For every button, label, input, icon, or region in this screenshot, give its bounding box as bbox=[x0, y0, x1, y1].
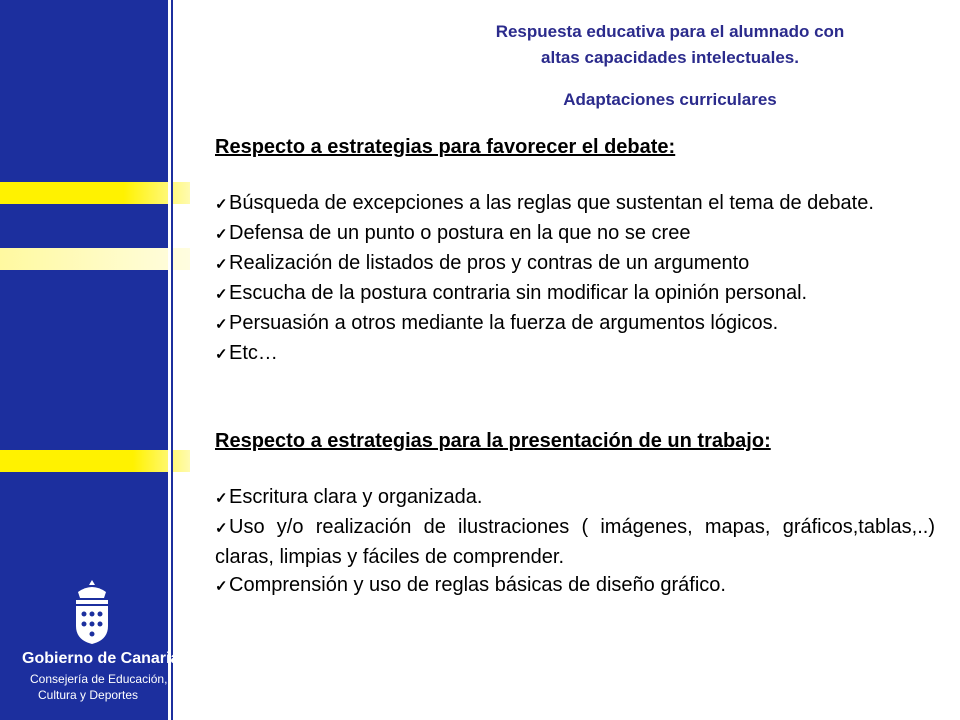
section-debate bbox=[215, 133, 935, 369]
checkmark-icon: ✓ bbox=[215, 286, 228, 303]
list-item: ✓Comprensión y uso de reglas básicas de diseño gráfico. bbox=[215, 571, 935, 601]
header-subtitle: Adaptaciones curriculares bbox=[563, 90, 777, 109]
list-item: ✓Uso y/o realización de ilustraciones ( imágenes, mapas, gráficos,tablas,..) claras, limpias y fáciles de comprender. bbox=[215, 516, 935, 568]
list-item: ✓Búsqueda de excepciones a las reglas que sustentan el tema de debate. bbox=[215, 189, 935, 219]
checkmark-icon: ✓ bbox=[215, 346, 228, 363]
checkmark-icon: ✓ bbox=[215, 256, 228, 273]
header-title-line2: altas capacidades intelectuales. bbox=[541, 48, 799, 67]
blue-panel-top bbox=[0, 0, 168, 182]
org-name: Gobierno de Canarias bbox=[22, 650, 189, 667]
checkmark-icon: ✓ bbox=[215, 578, 228, 595]
checkmark-icon: ✓ bbox=[215, 316, 228, 333]
gobierno-logo bbox=[0, 570, 190, 720]
section-presentacion bbox=[215, 427, 935, 601]
list-item: ✓Etc… bbox=[215, 339, 935, 369]
section-heading-presentacion: Respecto a estrategias para la presentación de un trabajo: bbox=[215, 430, 771, 452]
list-item: ✓Defensa de un punto o postura en la que no se cree bbox=[215, 219, 935, 249]
blue-panel-middle-2 bbox=[0, 270, 168, 450]
header-title-line1: Respuesta educativa para el alumnado con bbox=[495, 22, 845, 41]
list-item: ✓Persuasión a otros mediante la fuerza de argumentos lógicos. bbox=[215, 309, 935, 339]
yellow-stripe-1 bbox=[0, 182, 190, 204]
checkmark-icon: ✓ bbox=[215, 520, 228, 537]
blue-panel-middle-1 bbox=[0, 204, 168, 248]
dept-line1: Consejería de Educación, bbox=[30, 672, 168, 686]
list-item: ✓Escritura clara y organizada. bbox=[215, 483, 935, 513]
checkmark-icon: ✓ bbox=[215, 196, 228, 213]
checkmark-icon: ✓ bbox=[215, 226, 228, 243]
section-heading-debate: Respecto a estrategias para favorecer el debate: bbox=[215, 136, 676, 158]
coat-of-arms-icon bbox=[62, 578, 122, 648]
yellow-stripe-2 bbox=[0, 248, 190, 270]
dept-line2: Cultura y Deportes bbox=[38, 688, 139, 702]
checkmark-icon: ✓ bbox=[215, 490, 228, 507]
yellow-stripe-3 bbox=[0, 450, 190, 472]
list-item: ✓Escucha de la postura contraria sin modificar la opinión personal. bbox=[215, 279, 935, 309]
list-item: ✓Realización de listados de pros y contras de un argumento bbox=[215, 249, 935, 279]
